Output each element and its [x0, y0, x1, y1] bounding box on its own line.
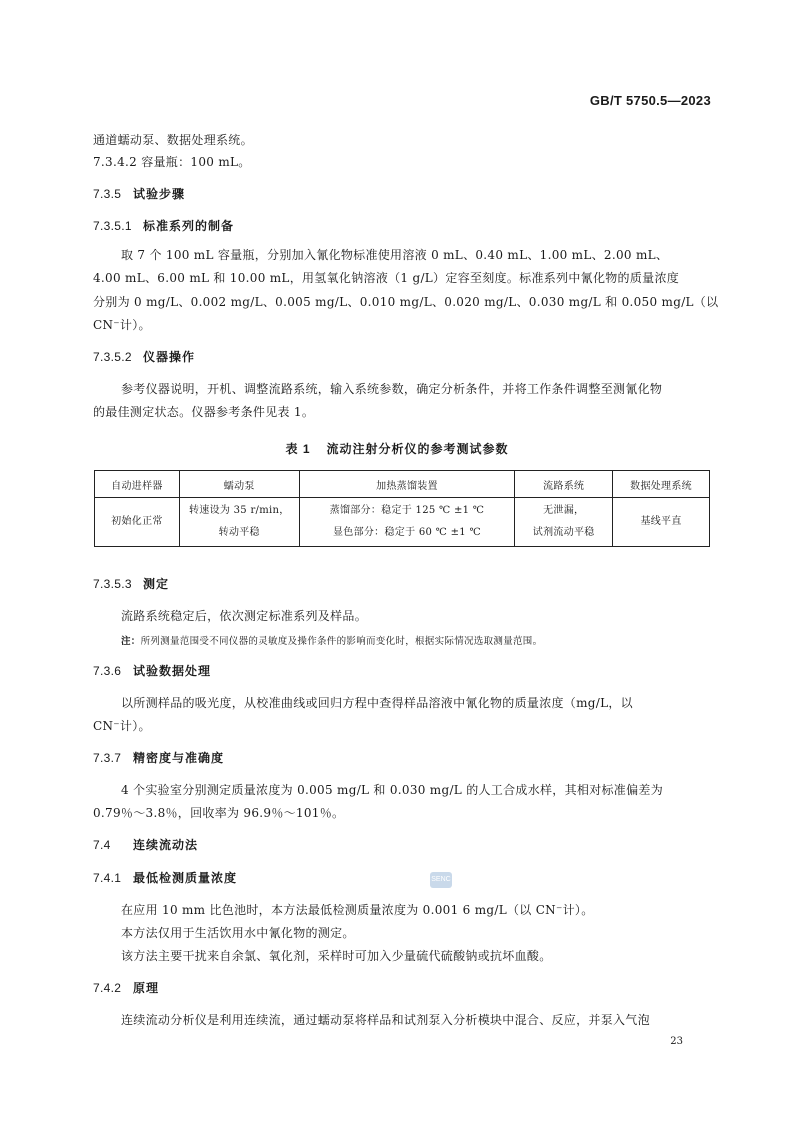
cell-line: 无泄漏， [543, 505, 585, 516]
cell-line: 蒸馏部分：稳定于 125 ℃ ±1 ℃ [329, 505, 485, 516]
section-title: 试验步骤 [133, 187, 186, 201]
section-number: 7.3.7 [93, 751, 122, 765]
section-7-3-5-1 [93, 220, 234, 232]
section-title: 精密度与准确度 [133, 751, 225, 765]
section-number: 7.3.5.2 [93, 350, 132, 364]
paragraph-line: CN⁻计）。 [93, 719, 151, 733]
section-7-3-6 [93, 665, 211, 677]
table-row [95, 498, 710, 547]
paragraph-line: 本方法仅用于生活饮用水中氰化物的测定。 [121, 926, 355, 940]
table-label: 表 1 [285, 442, 311, 456]
paragraph-line: 的最佳测定状态。仪器参考条件见表 1。 [93, 405, 315, 419]
section-7-3-5 [93, 188, 185, 200]
section-number: 7.4.2 [93, 981, 122, 995]
table-header-row [95, 471, 710, 498]
section-title: 试验数据处理 [133, 664, 212, 678]
cell-line: 转动平稳 [218, 527, 260, 538]
section-title: 测定 [143, 577, 170, 591]
section-7-4-1 [93, 872, 237, 884]
header-cell: 流路系统 [515, 471, 613, 498]
section-number: 7.3.6 [93, 664, 122, 678]
watermark-logo: SENC [430, 872, 452, 888]
paragraph-line: 以所测样品的吸光度，从校准曲线或回归方程中查得样品溶液中氰化物的质量浓度（mg/L，以 [121, 696, 633, 710]
continued-line: 通道蠕动泵、数据处理系统。 [93, 133, 253, 147]
paragraph-line: 参考仪器说明，开机、调整流路系统，输入系统参数，确定分析条件，并将工作条件调整至测氰化物 [121, 382, 663, 396]
paragraph-line: 流路系统稳定后，依次测定标准系列及样品。 [121, 609, 368, 623]
paragraph-line: 该方法主要干扰来自余氯、氧化剂，采样时可加入少量硫代硫酸钠或抗坏血酸。 [121, 949, 552, 963]
paragraph-line: 4 个实验室分别测定质量浓度为 0.005 mg/L 和 0.030 mg/L 的人工合成水样，其相对标准偏差为 [121, 783, 663, 797]
paragraph-line: 0.79％～3.8％，回收率为 96.9％～101％。 [93, 806, 345, 820]
table-cell [299, 498, 515, 547]
paragraph-line: 分别为 0 mg/L、0.002 mg/L、0.005 mg/L、0.010 mg/L、0.020 mg/L、0.030 mg/L 和 0.050 mg/L（以 [93, 295, 719, 309]
paragraph-line: 取 7 个 100 mL 容量瓶，分别加入氰化物标准使用溶液 0 mL、0.40 mL、1.00 mL、2.00 mL、 [121, 248, 669, 262]
table-cell [515, 498, 613, 547]
paragraph-line: 连续流动分析仪是利用连续流，通过蠕动泵将样品和试剂泵入分析模块中混合、反应，并泵入气泡 [121, 1013, 650, 1027]
header-cell: 自动进样器 [95, 471, 180, 498]
section-number: 7.3.5 [93, 187, 122, 201]
cell-line: 试剂流动平稳 [532, 527, 595, 538]
section-7-3-5-2 [93, 351, 195, 363]
note-label: 注： [121, 636, 141, 647]
reference-parameters-table [94, 470, 710, 547]
item-7-3-4-2: 7.3.4.2 容量瓶：100 mL。 [93, 155, 251, 169]
section-title: 原理 [133, 981, 160, 995]
section-7-4 [93, 839, 198, 851]
section-title: 连续流动法 [133, 838, 199, 852]
paragraph-line: 4.00 mL、6.00 mL 和 10.00 mL，用氢氧化钠溶液（1 g/L）定容至刻度。标准系列中氰化物的质量浓度 [93, 271, 680, 285]
cell-line: 转速设为 35 r/min， [188, 505, 290, 516]
section-7-3-5-3 [93, 578, 169, 590]
note [121, 633, 542, 647]
table-cell: 基线平直 [613, 498, 710, 547]
section-title: 最低检测质量浓度 [133, 871, 238, 885]
section-number: 7.3.5.1 [93, 219, 132, 233]
standard-code: GB/T 5750.5—2023 [589, 93, 711, 108]
header-cell: 数据处理系统 [613, 471, 710, 498]
section-7-4-2 [93, 982, 159, 994]
page-number: 23 [670, 1036, 683, 1047]
header-cell: 蠕动泵 [179, 471, 299, 498]
table-cell [179, 498, 299, 547]
table-title: 流动注射分析仪的参考测试参数 [326, 442, 509, 456]
table-caption [0, 440, 794, 457]
paragraph-line: 在应用 10 mm 比色池时，本方法最低检测质量浓度为 0.001 6 mg/L（以 CN⁻计）。 [121, 903, 594, 917]
section-7-3-7 [93, 752, 224, 764]
table-cell: 初始化正常 [95, 498, 180, 547]
section-title: 标准系列的制备 [143, 219, 235, 233]
header-cell: 加热蒸馏装置 [299, 471, 515, 498]
section-number: 7.4 [93, 838, 111, 852]
note-text: 所列测量范围受不同仪器的灵敏度及操作条件的影响而变化时，根据实际情况选取测量范围。 [140, 636, 543, 647]
section-number: 7.3.5.3 [93, 577, 132, 591]
section-number: 7.4.1 [93, 871, 122, 885]
section-title: 仪器操作 [143, 350, 196, 364]
cell-line: 显色部分：稳定于 60 ℃ ±1 ℃ [332, 527, 481, 538]
paragraph-line: CN⁻计）。 [93, 318, 151, 332]
